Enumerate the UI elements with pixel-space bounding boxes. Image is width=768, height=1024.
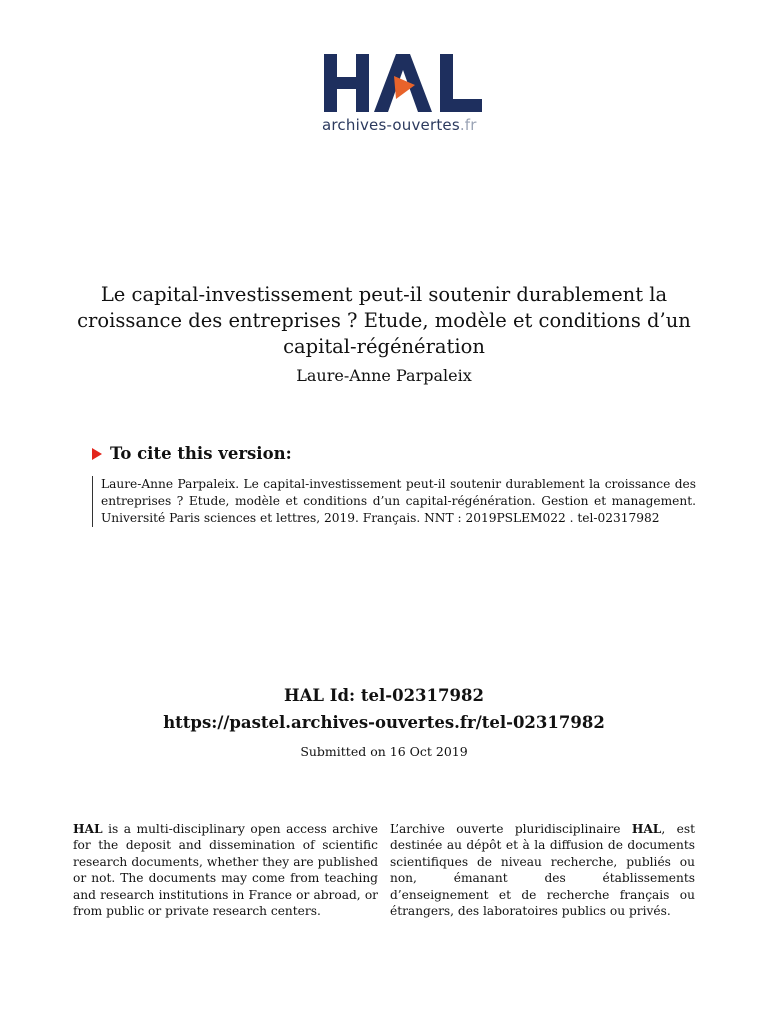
hal-logo xyxy=(322,52,484,134)
logo-sub-tld: .fr xyxy=(459,116,477,134)
english-description xyxy=(73,821,378,919)
triangle-bullet-icon xyxy=(92,448,102,460)
english-hal-bold: HAL xyxy=(73,822,103,836)
french-pre: L’archive ouverte pluridisciplinaire xyxy=(390,822,632,836)
logo-subtitle xyxy=(322,116,484,134)
document-title: Le capital-investissement peut-il soutenir durablement la croissance des entreprises ? Etude, modèle et conditions d’un capital-régénération xyxy=(77,283,691,358)
submission-date: Submitted on 16 Oct 2019 xyxy=(300,744,468,759)
citation-text: Laure-Anne Parpaleix. Le capital-investissement peut-il soutenir durablement la croissance des entreprises ? Etude, modèle et conditions d’un capital-régénération. Gestion et management. Université Paris sciences et lettres, 2019. Français. NNT : 2019PSLEM022 . tel-02317982 xyxy=(92,476,696,527)
cite-heading xyxy=(92,444,292,463)
author-name: Laure-Anne Parpaleix xyxy=(296,366,472,385)
hal-logo-mark xyxy=(322,52,484,114)
logo-sub-main: archives-ouvertes xyxy=(322,116,460,134)
french-text: , est destinée au dépôt et à la diffusion de documents scientifiques de niveau recherche, publiés ou non, émanant des établissements d’enseignement et de recherche français ou étrangers, des laboratoires publics ou privés. xyxy=(390,822,695,919)
english-text: is a multi-disciplinary open access archive for the deposit and dissemination of scientific research documents, whether they are published or not. The documents may come from teaching and research institutions in France or abroad, or from public or private research centers. xyxy=(73,822,378,919)
hal-url-link[interactable]: https://pastel.archives-ouvertes.fr/tel-02317982 xyxy=(163,713,605,732)
french-hal-bold: HAL xyxy=(631,822,662,836)
french-description xyxy=(390,821,695,919)
hal-id: HAL Id: tel-02317982 xyxy=(284,686,484,705)
cite-heading-label: To cite this version: xyxy=(110,444,292,463)
